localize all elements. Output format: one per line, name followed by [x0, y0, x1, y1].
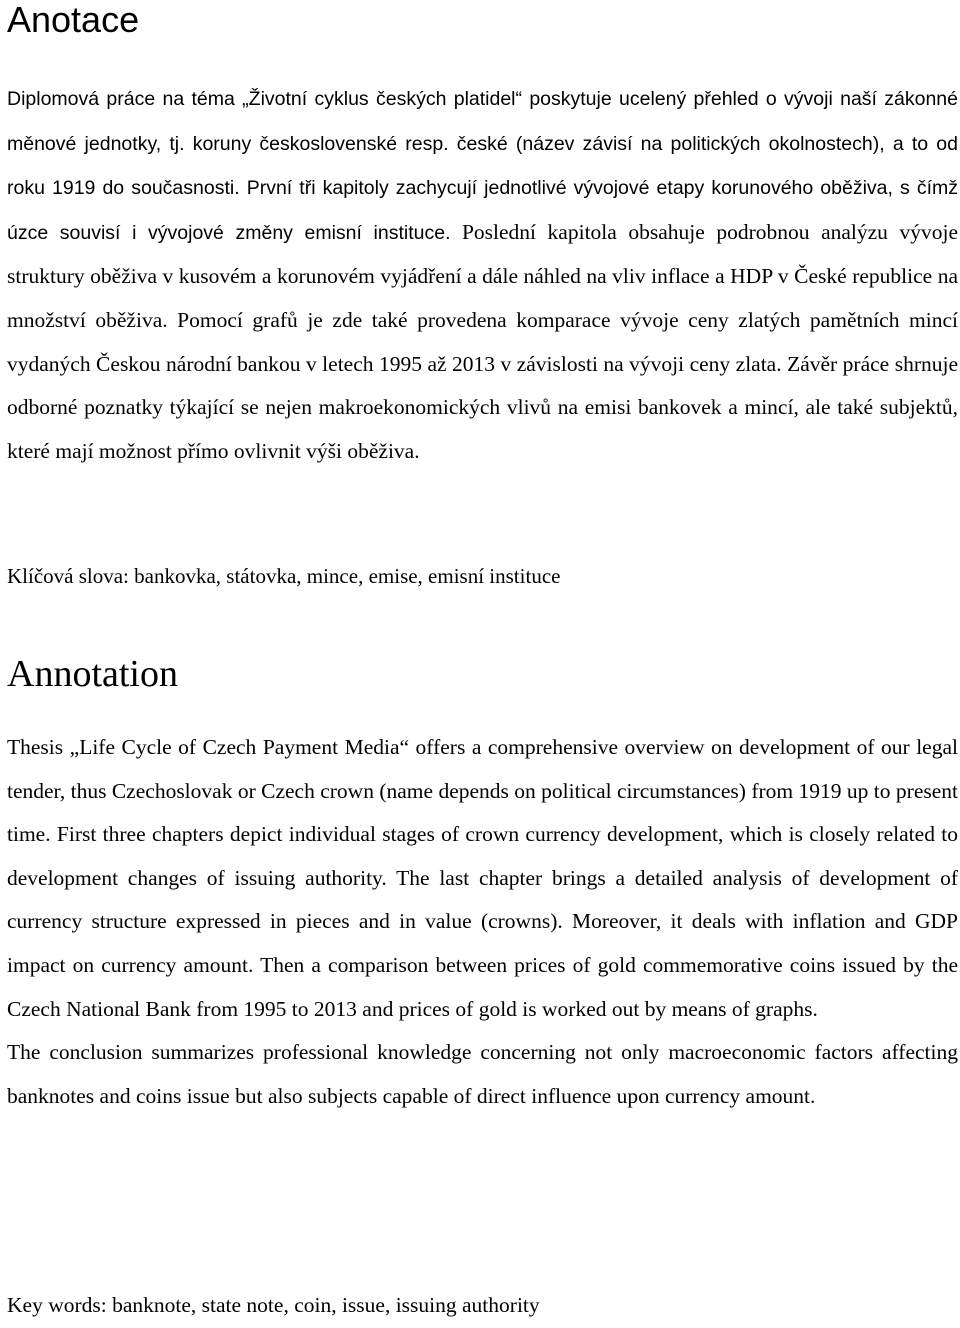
english-heading: Annotation — [7, 653, 178, 695]
english-annotation-paragraph-1: Thesis „Life Cycle of Czech Payment Media“ offers a comprehensive overview on development of our legal tender, thus Czechoslovak or Czech crown (name depends on political circumstances) from 1919 up to present time. First three chapters depict individual stages of crown currency development, which is closely related to development changes of issuing authority. The last chapter brings a detailed analysis of development of currency structure expressed in pieces and in value (crowns). Moreover, it deals with inflation and GDP impact on currency amount. Then a comparison between prices of gold commemorative coins issued by the Czech National Bank from 1995 to 2013 and prices of gold is worked out by means of graphs. — [7, 735, 958, 1021]
czech-annotation-text: Poslední kapitola obsahuje podrobnou analýzu vývoje struktury oběživa v kusovém a korunovém vyjádření a dále náhled na vliv inflace a HDP v České republice na množství oběživa. Pomocí grafů je zde také provedena komparace vývoje ceny zlatých pamětních mincí vydaných Českou národní bankou v letech 1995 až 2013 v závislosti na vývoji ceny zlata. Závěr práce shrnuje odborné poznatky týkající se nejen makroekonomických vlivů na emisi bankovek a mincí, ale také subjektů, které mají možnost přímo ovlivnit výši oběživa. — [7, 219, 958, 463]
czech-annotation-intro: Diplomová práce na téma „Životní cyklus českých platidel“ poskytuje ucelený přehled o vývoji naší zákonné měnové jednotky, tj. koruny československé resp. české (název závisí na politických okolnostech), a to od roku 1919 do současnosti. První tři kapitoly zachycují jednotlivé vývojové etapy korunového oběživa, s čímž úzce souvisí i vývojové změny emisní instituce. — [7, 88, 958, 244]
czech-heading: Anotace — [7, 0, 140, 40]
english-annotation-body — [7, 726, 958, 1118]
czech-annotation-body — [7, 77, 958, 473]
english-annotation-paragraph-2: The conclusion summarizes professional knowledge concerning not only macroeconomic factors affecting banknotes and coins issue but also subjects capable of direct influence upon currency amount. — [7, 1040, 958, 1108]
english-keywords: Key words: banknote, state note, coin, issue, issuing authority — [7, 1293, 540, 1317]
czech-annotation-paragraph — [7, 77, 958, 473]
czech-keywords: Klíčová slova: bankovka, státovka, mince, emise, emisní instituce — [7, 564, 561, 588]
